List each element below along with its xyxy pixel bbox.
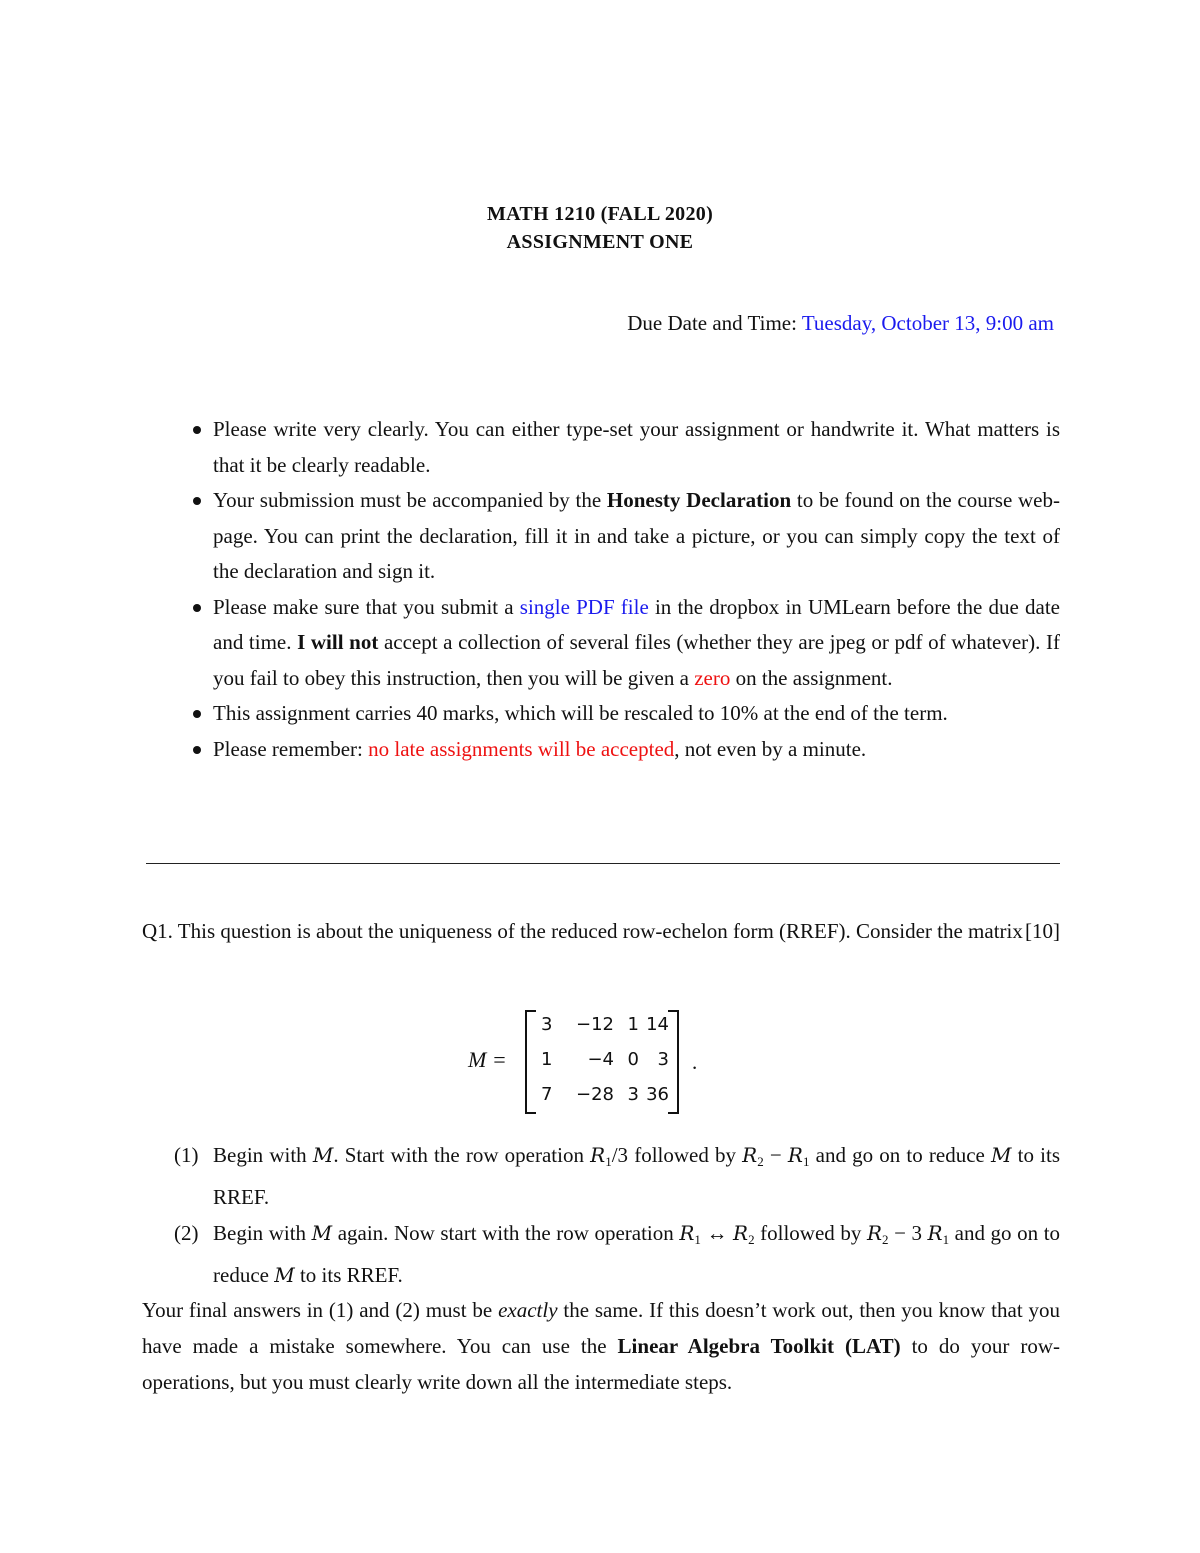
final-instructions: Your final answers in (1) and (2) must be exactly the same. If this doesn’t work out, then you know that you have made a mistake somewhere. You can use the Linear Algebra Toolkit (LAT) to do your row-operations, but you must clearly write down all the intermediate steps. (142, 1298, 1060, 1394)
matrix-cell: 1 (541, 1049, 553, 1070)
single-pdf-emphasis: single PDF file (519, 594, 649, 619)
matrix-period: . (692, 1050, 698, 1074)
q1-marks: [10] (1025, 919, 1060, 943)
matrix-cell: −12 (576, 1014, 614, 1035)
course-title: MATH 1210 (FALL 2020) (486, 203, 714, 225)
matrix-row (541, 1049, 671, 1084)
part-number: (2) (174, 1221, 199, 1245)
due-value: Tuesday, October 13, 9:00 am (801, 311, 1054, 335)
right-bracket (668, 1010, 679, 1114)
instruction-text: This assignment carries 40 marks, which will be rescaled to 10% at the end of the term. (213, 701, 948, 725)
assignment-title: ASSIGNMENT ONE (506, 231, 694, 253)
matrix-cell: 36 (646, 1084, 669, 1105)
matrix-cell: −4 (587, 1049, 614, 1070)
matrix-cell: 0 (627, 1049, 639, 1070)
honesty-declaration-emphasis: Honesty Declaration (606, 488, 792, 512)
left-bracket (525, 1010, 536, 1114)
instruction-text: Please remember: no late assignments will be accepted, not even by a minute. (213, 736, 867, 761)
q1-text: Q1. This question is about the uniqueness of the reduced row-echelon form (RREF). Consider the matrix (142, 919, 1023, 943)
instruction-item (160, 412, 1060, 483)
instructions-list (160, 412, 1060, 767)
instruction-item (160, 483, 1060, 590)
exactly-emphasis: exactly (498, 1298, 558, 1322)
matrix-m (468, 1010, 748, 1114)
matrix-cell: 3 (627, 1084, 639, 1105)
matrix-row (541, 1084, 671, 1119)
part-text: Begin with M. Start with the row operation $R_1/3$ followed by $R_2 - R_1$ and go on to reduce M to its RREF. (213, 1143, 1061, 1209)
matrix-cell: 3 (541, 1014, 553, 1035)
matrix-cell: 3 (657, 1049, 669, 1070)
instruction-text: Your submission must be accompanied by the Honesty Declaration to be found on the course web-page. You can print the declaration, fill it in and take a picture, or you can simply copy the text of the declaration and sign it. (213, 488, 1060, 583)
matrix-grid (541, 1014, 671, 1119)
part-text: Begin with M again. Now start with the row operation $R_1$ ↔ $R_2$ followed by $R_2 - 3$ $R_1$ and go on to reduce M to its RREF. (213, 1221, 1061, 1287)
matrix-cell: 7 (541, 1084, 553, 1105)
zero-emphasis: zero (694, 665, 731, 690)
instruction-item (160, 590, 1060, 697)
instruction-text: Please write very clearly. You can either type-set your assignment or handwrite it. What matters is that it be clearly readable. (213, 417, 1060, 477)
question-part-1 (146, 1138, 1060, 1215)
instruction-item (160, 732, 1060, 768)
bullet-icon (193, 604, 201, 612)
matrix-row (541, 1014, 671, 1049)
matrix-label: M = (468, 1047, 507, 1072)
question-1-prompt (142, 913, 1060, 949)
instruction-text: Please make sure that you submit a single PDF file in the dropbox in UMLearn before the due date and time. I will not accept a collection of several files (whether they are jpeg or pdf of whatever). If you fail to obey this instruction, then you will be given a zero on the assignment. (213, 594, 1061, 690)
question-part-2 (146, 1216, 1060, 1293)
section-divider (146, 863, 1060, 864)
will-not-emphasis: I will not (297, 630, 379, 654)
bullet-icon (193, 746, 201, 754)
bullet-icon (193, 497, 201, 505)
bullet-icon (193, 710, 201, 718)
due-date (627, 311, 1054, 336)
matrix-cell: 1 (627, 1014, 639, 1035)
part-number: (1) (174, 1143, 199, 1167)
due-label: Due Date and Time: (627, 311, 802, 335)
bullet-icon (193, 426, 201, 434)
no-late-emphasis: no late assignments will be accepted (368, 736, 675, 761)
matrix-cell: −28 (576, 1084, 614, 1105)
lat-emphasis: Linear Algebra Toolkit (LAT) (617, 1334, 901, 1358)
question-parts (146, 1138, 1060, 1294)
matrix-cell: 14 (646, 1014, 669, 1035)
instruction-item (160, 696, 1060, 732)
